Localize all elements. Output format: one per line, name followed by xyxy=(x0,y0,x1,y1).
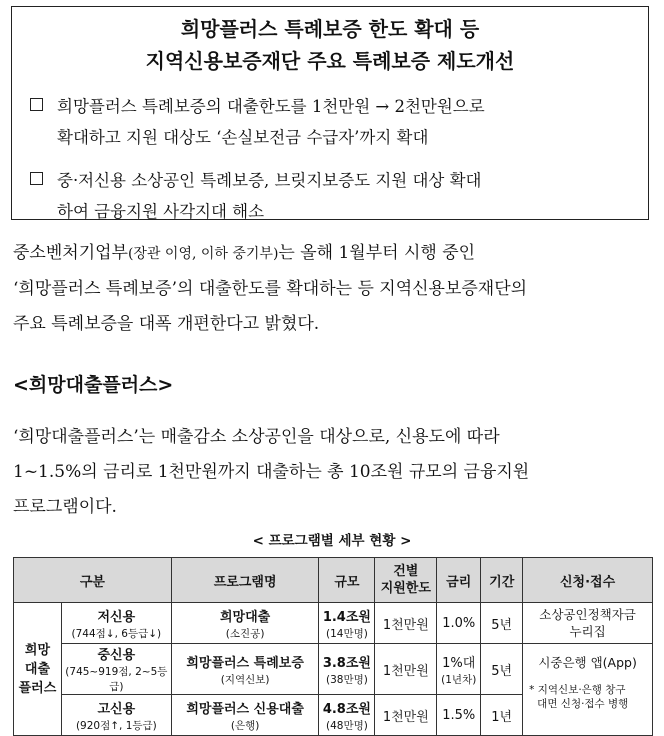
summary-title-line2: 지역신용보증재단 주요 특례보증 제도개선 xyxy=(145,49,515,73)
table-caption: < 프로그램별 세부 현황 > xyxy=(252,533,412,549)
intro-line1-a: 중소벤처기업부 xyxy=(13,243,128,263)
apply-note: 대면 신청·접수 병행 xyxy=(537,698,629,710)
program-sub: (지역신보) xyxy=(220,673,270,686)
header-scale: 규모 xyxy=(319,558,375,603)
tier-name: 중신용 xyxy=(97,648,136,663)
scale-value: 1.4조원 xyxy=(322,609,371,625)
checkbox-icon xyxy=(30,172,43,185)
program-sub: (은행) xyxy=(230,719,260,732)
section-heading: <희망대출플러스> xyxy=(13,374,174,396)
limit-cell: 1천만원 xyxy=(375,644,437,695)
header-category: 구분 xyxy=(14,558,172,603)
section-line: 프로그램이다. xyxy=(13,497,117,517)
limit-cell: 1천만원 xyxy=(375,603,437,644)
tier-cell xyxy=(61,695,171,736)
tier-name: 고신용 xyxy=(97,701,136,717)
summary-bullet xyxy=(12,91,648,153)
rate-sub: (1년차) xyxy=(441,673,477,686)
apply-cell xyxy=(523,644,653,736)
period-cell: 1년 xyxy=(481,695,523,736)
intro-paragraph xyxy=(13,236,653,342)
program-name: 희망대출 xyxy=(220,609,271,625)
scale-sub: (14만명) xyxy=(325,627,368,640)
header-period: 기간 xyxy=(481,558,523,603)
header-limit: 건별 지원한도 xyxy=(375,558,437,603)
intro-line: ‘희망플러스 특례보증’의 대출한도를 확대하는 등 지역신용보증재단의 xyxy=(13,279,528,299)
program-table xyxy=(13,557,653,736)
scale-sub: (48만명) xyxy=(325,719,368,732)
summary-title xyxy=(12,13,648,77)
bullet-text xyxy=(57,165,482,227)
bullet-line: 희망플러스 특례보증의 대출한도를 1천만원 → 2천만원으로 xyxy=(57,97,485,116)
intro-line xyxy=(13,236,653,272)
section-line: ‘희망대출플러스’는 매출감소 소상공인을 대상으로, 신용도에 따라 xyxy=(13,427,500,447)
program-name: 희망플러스 신용대출 xyxy=(186,701,304,717)
scale-cell xyxy=(319,695,375,736)
program-sub: (소진공) xyxy=(225,627,265,640)
rate-cell: 1.0% xyxy=(437,603,481,644)
group-cell: 희망 대출 플러스 xyxy=(14,603,62,736)
tier-name: 저신용 xyxy=(97,609,136,625)
rate-value: 1%대 xyxy=(442,655,476,671)
intro-line1-paren: (장관 이영, 이하 중기부) xyxy=(127,246,279,262)
program-cell xyxy=(171,603,319,644)
summary-box xyxy=(11,6,649,220)
header-rate: 금리 xyxy=(437,558,481,603)
tier-sub: (920점↑, 1등급) xyxy=(75,719,157,732)
summary-title-line1: 희망플러스 특례보증 한도 확대 등 xyxy=(180,17,480,41)
table-row xyxy=(14,644,653,695)
rate-cell: 1.5% xyxy=(437,695,481,736)
bullet-line: 하여 금융지원 사각지대 해소 xyxy=(57,202,265,221)
apply-note: * 지역신보·은행 창구 xyxy=(529,684,626,696)
header-apply: 신청·접수 xyxy=(523,558,653,603)
table-row xyxy=(14,603,653,644)
program-cell xyxy=(171,695,319,736)
apply-line: 시중은행 앱(App) xyxy=(538,655,637,670)
bullet-line: 확대하고 지원 대상도 ‘손실보전금 수급자’까지 확대 xyxy=(57,128,429,147)
tier-cell xyxy=(61,603,171,644)
intro-line1-b: 는 올해 1월부터 시행 중인 xyxy=(278,243,476,263)
tier-sub: (744점↓, 6등급↓) xyxy=(71,627,162,640)
rate-cell xyxy=(437,644,481,695)
scale-sub: (38만명) xyxy=(325,673,368,686)
scale-cell xyxy=(319,603,375,644)
apply-cell xyxy=(523,603,653,644)
section-paragraph xyxy=(13,420,653,525)
summary-bullet xyxy=(12,165,648,227)
tier-cell xyxy=(61,644,171,695)
program-name: 희망플러스 특례보증 xyxy=(186,655,304,671)
limit-cell: 1천만원 xyxy=(375,695,437,736)
intro-line: 주요 특례보증을 대폭 개편한다고 밝혔다. xyxy=(13,314,320,334)
period-cell: 5년 xyxy=(481,644,523,695)
tier-sub: (745~919점, 2~5등급) xyxy=(65,666,168,693)
checkbox-icon xyxy=(30,98,43,111)
summary-bullets xyxy=(12,91,648,227)
scale-value: 3.8조원 xyxy=(322,655,371,671)
scale-cell xyxy=(319,644,375,695)
period-cell: 5년 xyxy=(481,603,523,644)
scale-value: 4.8조원 xyxy=(322,701,371,717)
apply-line: 소상공인정책자금 xyxy=(539,607,636,622)
program-cell xyxy=(171,644,319,695)
bullet-text xyxy=(57,91,485,153)
bullet-line: 중·저신용 소상공인 특례보증, 브릿지보증도 지원 대상 확대 xyxy=(57,171,482,190)
header-program: 프로그램명 xyxy=(171,558,319,603)
section-line: 1~1.5%의 금리로 1천만원까지 대출하는 총 10조원 규모의 금융지원 xyxy=(13,462,530,482)
table-header-row xyxy=(14,558,653,603)
apply-line: 누리집 xyxy=(569,624,606,639)
